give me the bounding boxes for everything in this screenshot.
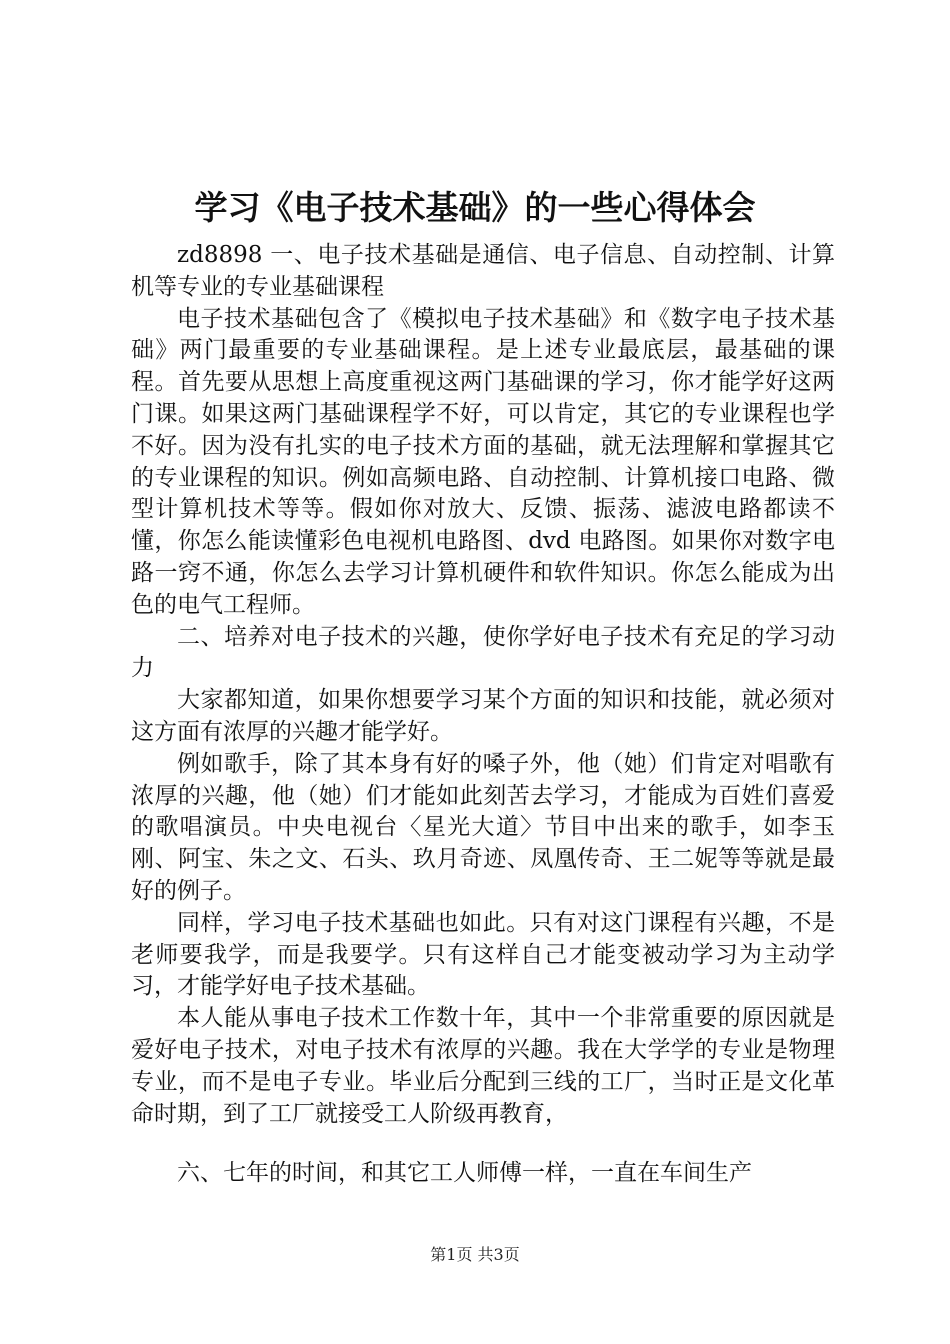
paragraph-3: 二、培养对电子技术的兴趣，使你学好电子技术有充足的学习动力	[131, 623, 835, 682]
document-body	[131, 240, 835, 1190]
paragraph-7: 本人能从事电子技术工作数十年，其中一个非常重要的原因就是爱好电子技术，对电子技术有浓厚的兴趣。我在大学学的专业是物理专业，而不是电子专业。毕业后分配到三线的工厂，当时正是文化革命时期，到了工厂就接受工人阶级再教育，	[131, 1005, 835, 1127]
paragraph-6: 同样，学习电子技术基础也如此。只有对这门课程有兴趣，不是老师要我学，而是我要学。只有这样自己才能变被动学习为主动学习，才能学好电子技术基础。	[131, 909, 835, 1000]
paragraph-2: 电子技术基础包含了《模拟电子技术基础》和《数字电子技术基础》两门最重要的专业基础课程。是上述专业最底层，最基础的课程。首先要从思想上高度重视这两门基础课的学习，你才能学好这两门课。如果这两门基础课程学不好，可以肯定，其它的专业课程也学不好。因为没有扎实的电子技术方面的基础，就无法理解和掌握其它的专业课程的知识。例如高频电路、自动控制、计算机接口电路、微型计算机技术等等。假如你对放大、反馈、振荡、滤波电路都读不懂，你怎么能读懂彩色电视机电路图、dvd 电路图。如果你对数字电路一窍不通，你怎么去学习计算机硬件和软件知识。你怎么能成为出色的电气工程师。	[131, 305, 835, 618]
paragraph-4: 大家都知道，如果你想要学习某个方面的知识和技能，就必须对这方面有浓厚的兴趣才能学好。	[131, 687, 835, 745]
document-title: 学习《电子技术基础》的一些心得体会	[194, 188, 756, 227]
paragraph-5: 例如歌手，除了其本身有好的嗓子外，他（她）们肯定对唱歌有浓厚的兴趣，他（她）们才能如此刻苦去学习，才能成为百姓们喜爱的歌唱演员。中央电视台〈星光大道〉节目中出来的歌手，如李玉刚、阿宝、朱之文、石头、玖月奇迹、凤凰传奇、王二妮等等就是最好的例子。	[131, 750, 835, 904]
paragraph-8: 六、七年的时间，和其它工人师傅一样，一直在车间生产	[177, 1160, 752, 1187]
paragraph-1: zd8898 一、电子技术基础是通信、电子信息、自动控制、计算机等专业的专业基础课程	[131, 242, 835, 300]
page-number-footer: 第1页 共3页	[430, 1245, 520, 1264]
